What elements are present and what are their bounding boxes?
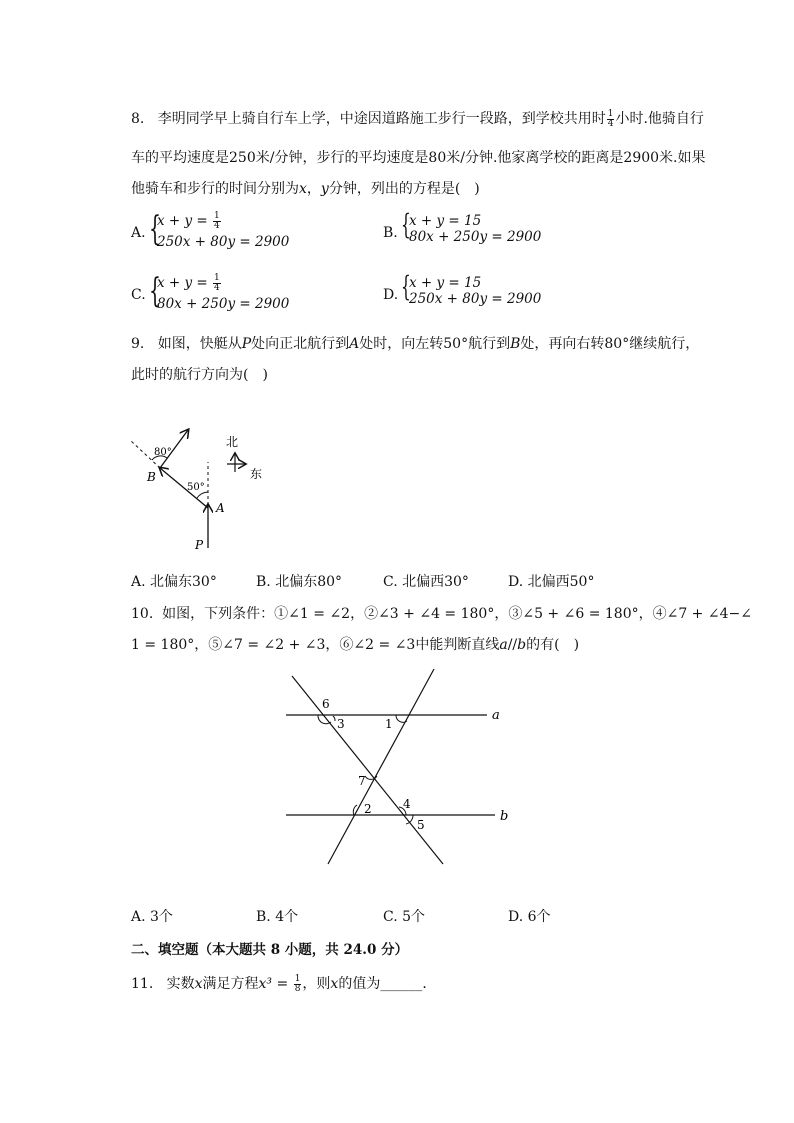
q9-line1 (131, 333, 699, 353)
q8-a-frac-d: 4 (214, 221, 220, 231)
q8-option-c-letter: C. (131, 287, 146, 303)
q9-option-b[interactable]: B. 北偏东80° (256, 574, 343, 590)
q10-text-2a: 1 = 180°，⑤∠7 = ∠2 + ∠3，⑥∠2 = ∠3中能判断直线 (131, 637, 500, 653)
q9-text-1a: 如图，快艇从 (157, 336, 242, 352)
q8-c-frac-d: 4 (214, 283, 220, 293)
q10-label-7: 7 (358, 774, 366, 788)
q10-line1 (131, 603, 752, 623)
q10-transversal-1 (292, 676, 443, 864)
q10-option-b[interactable]: B. 4个 (256, 909, 299, 925)
q11-end: ． (422, 976, 437, 992)
q8-option-a-brace: { (149, 209, 161, 249)
q8-line3 (131, 178, 480, 198)
q10-parallel: // (507, 637, 518, 653)
q8-option-b-brace: { (401, 208, 411, 241)
q8-option-b-letter: B. (383, 225, 398, 241)
q9-option-a[interactable]: A. 北偏东30° (131, 574, 217, 590)
q11-text-d: 的值为 (338, 976, 381, 992)
q8-option-d-eq1: x + y = 15 (409, 275, 482, 291)
q10-option-d[interactable]: D. 6个 (508, 909, 551, 925)
q11-text-b: 满足方程 (202, 976, 259, 992)
q9-option-c[interactable]: C. 北偏西30° (383, 574, 469, 590)
q11-frac-n: 1 (294, 973, 301, 984)
q9-label-p: P (195, 538, 204, 552)
q9-figure (120, 420, 280, 560)
q11-equals: = (272, 976, 293, 992)
q10-text-2b: 的有( ) (526, 637, 580, 653)
q8-a-eq1-text: x + y = (157, 213, 208, 229)
q8-option-b-eq2: 80x + 250y = 2900 (409, 229, 542, 245)
q8-a-frac-n: 1 (214, 211, 220, 221)
q10-line2 (131, 634, 579, 654)
q8-frac-den: 4 (607, 118, 614, 129)
q9-var-p: P (241, 336, 252, 352)
q8-frac-num: 1 (607, 108, 614, 119)
q8-var-y: y (320, 181, 329, 197)
q9-label-80: 80° (154, 447, 172, 458)
q9-var-b: B (510, 336, 521, 352)
q11-fraction (294, 975, 302, 994)
q9-text-1d: 处，再向右转80°继续航行， (520, 336, 700, 352)
q8-option-a-letter: A. (131, 225, 146, 241)
q10-label-b: b (500, 809, 509, 824)
q11-text-a: 实数 (166, 976, 195, 992)
q8-text-3a: 他骑车和步行的时间分别为 (131, 181, 299, 197)
q8-c-frac-n: 1 (214, 273, 220, 283)
q8-a-frac (213, 212, 221, 231)
q9-line2: 此时的航行方向为( ) (131, 367, 268, 383)
q8-option-d-letter: D. (383, 287, 399, 303)
q8-option-b-eq1: x + y = 15 (409, 213, 482, 229)
q11-answer-blank[interactable]: ______ (380, 976, 423, 992)
q9-var-a: A (349, 336, 360, 352)
q9-compass-east: 东 (250, 467, 263, 481)
q9-text-1b: 处向正北航行到 (251, 336, 350, 352)
q11-frac-d: 8 (294, 983, 301, 994)
q10-figure (280, 664, 520, 870)
q8-c-eq1-text: x + y = (157, 275, 208, 291)
q8-line2: 车的平均速度是250米/分钟，步行的平均速度是80米/分钟.他家离学校的距离是2900米.如果 (131, 150, 706, 166)
q8-option-c-eq2: 80x + 250y = 2900 (157, 296, 290, 312)
q8-text-3b: 分钟，列出的方程是( ) (328, 181, 480, 197)
q11-text-c: ，则 (302, 976, 331, 992)
q8-fraction (607, 110, 615, 129)
q10-number: 10. (131, 606, 154, 622)
q11-x-cubed: x³ (258, 976, 273, 992)
q10-label-5: 5 (417, 818, 425, 832)
q9-label-50: 50° (187, 482, 205, 493)
q11-number: 11. (131, 976, 154, 992)
q10-label-4: 4 (403, 797, 411, 811)
q9-text-1c: 处时，向左转50°航行到 (359, 336, 511, 352)
q8-option-c-eq1 (157, 274, 222, 293)
q8-option-a-eq2: 250x + 80y = 2900 (157, 234, 290, 250)
q8-option-c-brace: { (149, 271, 161, 311)
q8-text-1a: 李明同学早上骑自行车上学，中途因道路施工步行一段路，到学校共用时 (157, 111, 606, 127)
q8-option-a-eq1 (157, 212, 222, 231)
q10-label-2: 2 (364, 802, 372, 816)
q10-option-c[interactable]: C. 5个 (383, 909, 426, 925)
q10-arc-3 (333, 716, 335, 721)
q9-label-b: B (147, 470, 156, 484)
q10-label-a: a (492, 708, 500, 723)
q11-var-x: x (194, 976, 203, 992)
section-title: 二、填空题（本大题共 8 小题，共 24.0 分） (131, 942, 409, 958)
q10-option-a[interactable]: A. 3个 (131, 909, 173, 925)
q8-c-frac (213, 274, 221, 293)
q9-compass-north: 北 (226, 435, 239, 449)
q11-line (131, 973, 436, 994)
q10-label-3: 3 (337, 717, 345, 731)
q8-text-1b: 小时.他骑自行 (615, 111, 704, 127)
q8-number: 8. (131, 111, 145, 127)
q10-transversal-2 (328, 669, 434, 864)
q10-label-1: 1 (385, 717, 393, 731)
q10-var-b: b (517, 637, 527, 653)
q8-var-x: x (299, 181, 307, 197)
q10-label-6: 6 (322, 697, 330, 711)
q8-sep: ， (306, 181, 321, 197)
q8-option-d-brace: { (401, 270, 411, 303)
q9-label-a: A (216, 501, 225, 515)
q8-option-d-eq2: 250x + 80y = 2900 (409, 291, 542, 307)
q10-var-a: a (499, 637, 508, 653)
q11-var-x-2: x (330, 976, 339, 992)
q10-text-1: 如图，下列条件：①∠1 = ∠2，②∠3 + ∠4 = 180°，③∠5 + ∠6 = 180°，④∠7 + ∠4−∠ (162, 606, 752, 622)
q9-number: 9. (131, 336, 145, 352)
q9-option-d[interactable]: D. 北偏西50° (508, 574, 595, 590)
q8-line1 (131, 108, 704, 129)
